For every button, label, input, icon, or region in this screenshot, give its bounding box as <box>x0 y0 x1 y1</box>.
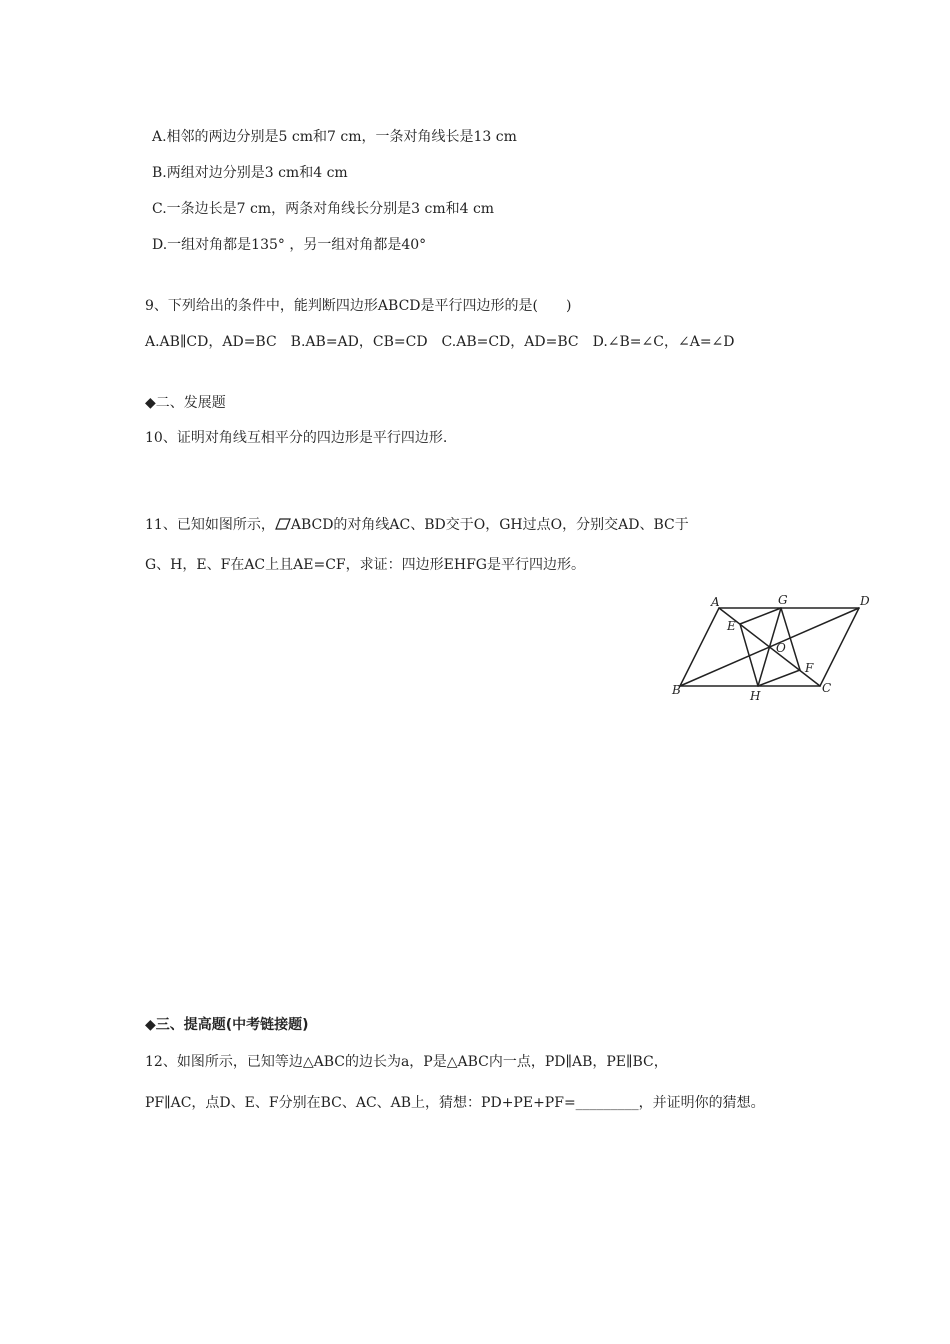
label-O: O <box>776 641 786 655</box>
section2-title: ◆二、发展题 <box>145 395 226 411</box>
section3-title: ◆三、提高题(中考链接题) <box>145 1017 309 1033</box>
segment-EG <box>740 608 781 624</box>
segment-EH <box>740 624 758 686</box>
segment-DC <box>820 608 859 686</box>
label-B: B <box>672 683 681 697</box>
segment-AB <box>680 608 719 686</box>
q11-line1-prefix: 11、已知如图所示， <box>145 517 275 533</box>
parallelogram-figure <box>668 588 880 708</box>
parallelogram-icon <box>275 517 291 531</box>
q12-line2: PF∥AC，点D、E、F分别在BC、AC、AB上，猜想：PD+PE+PF=_________，并证明你的猜想。 <box>145 1095 765 1111</box>
q8-option-a: A.相邻的两边分别是5 cm和7 cm，一条对角线长是13 cm <box>152 129 517 145</box>
q8-option-b: B.两组对边分别是3 cm和4 cm <box>152 165 348 181</box>
q8-option-c: C.一条边长是7 cm，两条对角线长分别是3 cm和4 cm <box>152 201 495 217</box>
label-E: E <box>727 619 736 633</box>
q11-line2: G、H，E、F在AC上且AE=CF，求证：四边形EHFG是平行四边形。 <box>145 557 585 573</box>
q11-line1-suffix: ABCD的对角线AC、BD交于O，GH过点O，分别交AD、BC于 <box>290 517 689 533</box>
q10-text: 10、证明对角线互相平分的四边形是平行四边形. <box>145 430 448 446</box>
label-F: F <box>805 661 814 675</box>
label-D: D <box>860 594 870 608</box>
label-C: C <box>822 681 832 695</box>
segment-FG <box>781 608 800 670</box>
q12-line1: 12、如图所示，已知等边△ABC的边长为a，P是△ABC内一点，PD∥AB，PE∥BC， <box>145 1054 668 1070</box>
segment-FH <box>758 670 800 686</box>
q9-options: A.AB∥CD，AD=BC B.AB=AD，CB=CD C.AB=CD，AD=BC D.∠B=∠C，∠A=∠D <box>145 334 735 350</box>
q9-stem: 9、下列给出的条件中，能判断四边形ABCD是平行四边形的是( ) <box>145 298 572 314</box>
label-A: A <box>711 595 720 609</box>
q8-option-d: D.一组对角都是135° ，另一组对角都是40° <box>152 237 427 253</box>
label-G: G <box>778 593 788 607</box>
label-H: H <box>750 689 761 703</box>
q11-line1 <box>145 516 689 534</box>
